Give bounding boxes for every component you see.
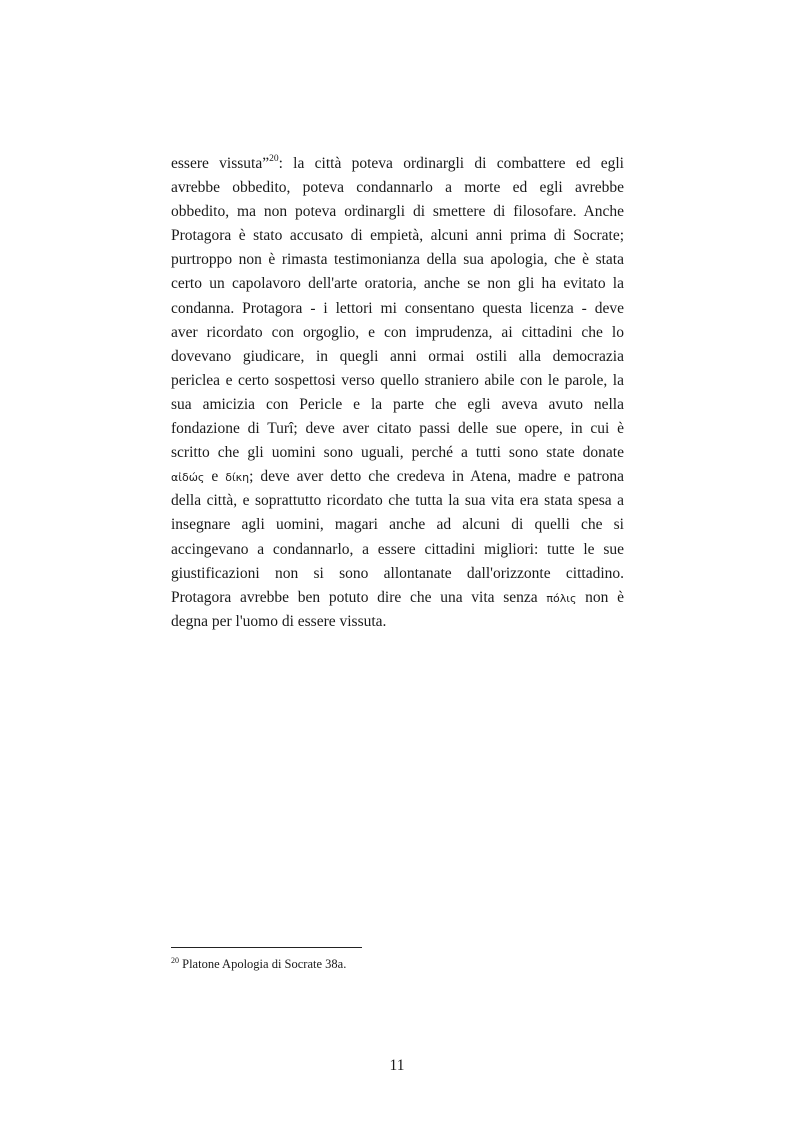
text-line: fondazione di Turî; deve aver citato passi delle sue opere, in cui è <box>171 420 624 438</box>
greek-word-dike: δίκη <box>225 471 250 485</box>
body-paragraph <box>171 152 624 634</box>
text-line: certo un capolavoro dell'arte oratoria, anche se non gli ha evitato la <box>171 275 624 293</box>
text-line: giustificazioni non si sono allontanate dall'orizzonte cittadino. <box>171 564 624 582</box>
text-line: condanna. Protagora - i lettori mi consentano questa licenza - deve <box>171 299 624 317</box>
text-line: αἰδώς e δίκη; deve aver detto che credeva in Atena, madre e patrona <box>171 468 624 486</box>
text-line: scritto che gli uomini sono uguali, perché a tutti sono state donate <box>171 444 624 462</box>
greek-word-polis: πόλις <box>546 591 577 605</box>
text-line: purtroppo non è rimasta testimonianza della sua apologia, che è stata <box>171 251 624 269</box>
footnote-number: 20 <box>171 955 179 965</box>
text-line: degna per l'uomo di essere vissuta. <box>171 612 387 630</box>
text-line: essere vissuta”$^{20}$: la città poteva ordinargli di combattere ed egli <box>171 153 624 172</box>
text-line: aver ricordato con orgoglio, e con imprudenza, ai cittadini che lo <box>171 323 624 341</box>
footnote <box>171 956 346 972</box>
text-line: dovevano giudicare, in quegli anni ormai ostili alla democrazia <box>171 347 624 365</box>
text-line: sua amicizia con Pericle e la parte che egli aveva avuto nella <box>171 395 624 413</box>
text-line: periclea e certo sospettosi verso quello straniero abile con le parole, la <box>171 371 624 389</box>
text-line: Protagora avrebbe ben potuto dire che una vita senza πόλις non è <box>171 588 624 606</box>
page-number: 11 <box>389 1057 405 1074</box>
greek-word-aidos: αἰδώς <box>171 471 205 485</box>
text-line: della città, e soprattutto ricordato che tutta la sua vita era stata spesa a <box>171 492 624 510</box>
text-line: avrebbe obbedito, poteva condannarlo a morte ed egli avrebbe <box>171 179 624 197</box>
footnote-separator <box>171 947 362 948</box>
text-line: insegnare agli uomini, magari anche ad alcuni di quelli che si <box>171 516 624 534</box>
footnote-reference[interactable]: 20 <box>269 153 279 164</box>
text-line: obbedito, ma non poteva ordinargli di smettere di filosofare. Anche <box>171 203 624 221</box>
text-line: Protagora è stato accusato di empietà, alcuni anni prima di Socrate; <box>171 227 624 245</box>
text-line: accingevano a condannarlo, a essere cittadini migliori: tutte le sue <box>171 540 624 558</box>
footnote-text: Platone Apologia di Socrate 38a. <box>179 957 347 971</box>
